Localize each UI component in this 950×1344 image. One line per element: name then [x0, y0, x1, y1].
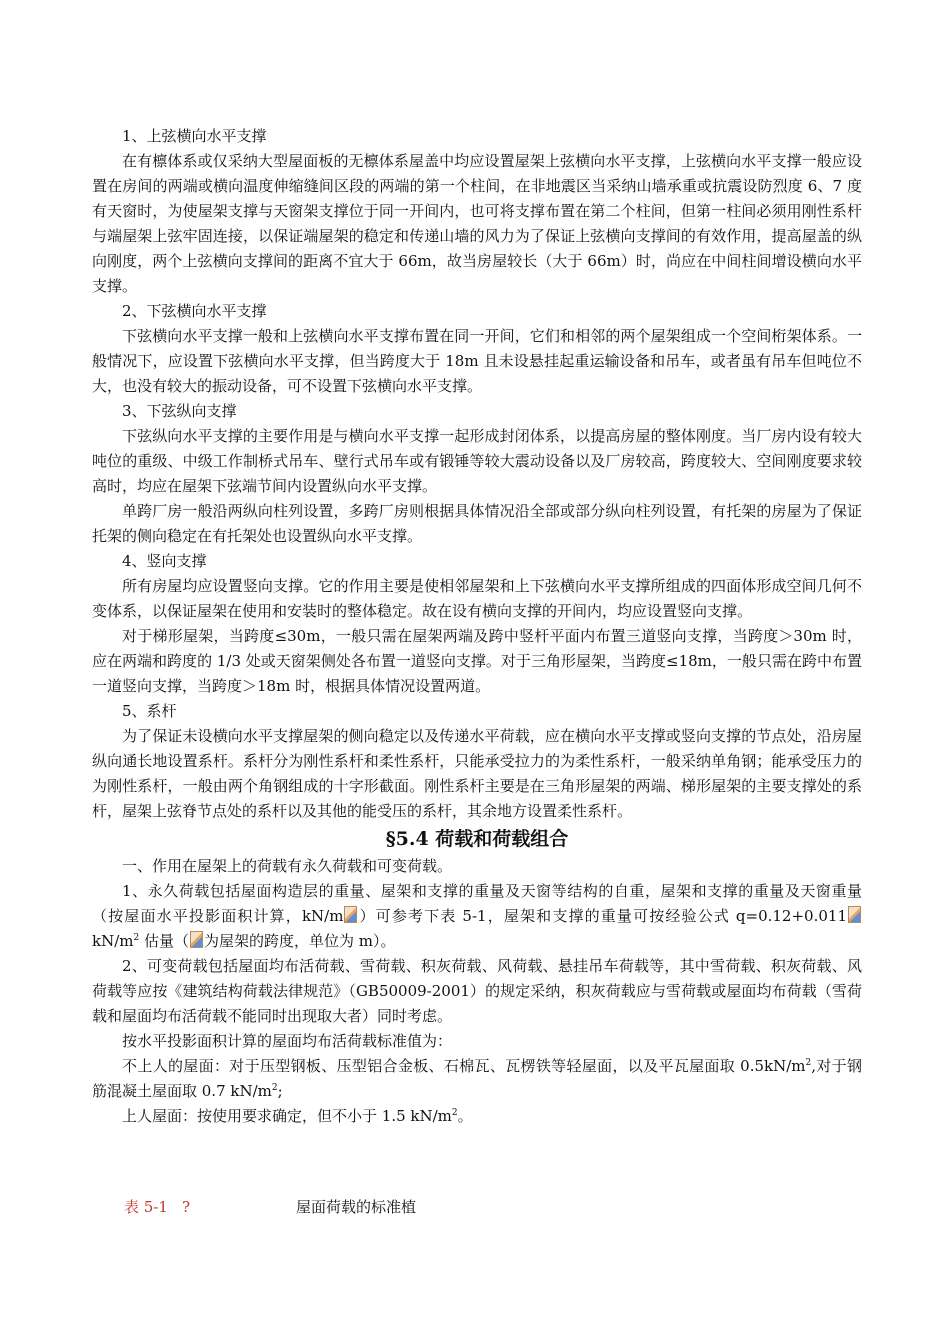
heading-5: 5、系杆 [122, 702, 177, 720]
table-number: 表 5-1 [124, 1198, 168, 1216]
paragraph: 下弦纵向水平支撑的主要作用是与横向水平支撑一起形成封闭体系，以提高房屋的整体刚度。当厂房内设有较大吨位的重级、中级工作制桥式吊车、壁行式吊车或有锻锤等较大震动设备以及厂房较高，跨度较大、空间刚度要求较高时，均应在屋架下弦端节间内设置纵向水平支撑。 [92, 427, 862, 495]
embedded-image-icon [848, 906, 861, 923]
section-intro: 一、作用在屋架上的荷载有永久荷载和可变荷载。 [122, 857, 453, 875]
non-accessible-roof-paragraph: 不上人的屋面：对于压型钢板、压型铝合金板、石棉瓦、瓦楞铁等轻屋面，以及平瓦屋面取 $0.5kN/m^2$,对于钢筋混凝土屋面取 0.7 $kN/m^2$; [92, 1057, 862, 1100]
heading-2: 2、下弦横向水平支撑 [122, 302, 267, 320]
section-title: §5.4 荷载和荷载组合 [385, 828, 569, 850]
embedded-image-icon [190, 931, 203, 948]
heading-1: 1、上弦横向水平支撑 [122, 127, 267, 145]
table-title: 屋面荷载的标准植 [296, 1198, 417, 1216]
embedded-image-icon [344, 906, 357, 923]
paragraph: 按水平投影面积计算的屋面均布活荷载标准值为： [122, 1032, 453, 1050]
document-body [92, 124, 862, 1129]
table-marker: ? [181, 1198, 190, 1216]
permanent-load-paragraph: 1、永久荷载包括屋面构造层的重量、屋架和支撑的重量及天窗等结构的自重，屋架和支撑的重量及天窗重量（按屋面水平投影面积计算，kN/m ）可参考下表 5-1，屋架和支撑的重量可按经验公式 $q=0.12+0.011kN/m^2$ 估量（ 为屋架的跨度，单位为 m）。 [92, 882, 862, 950]
heading-4: 4、竖向支撑 [122, 552, 207, 570]
paragraph: 下弦横向水平支撑一般和上弦横向水平支撑布置在同一开间，它们和相邻的两个屋架组成一个空间桁架体系。一般情况下，应设置下弦横向水平支撑，但当跨度大于 18m 且未设悬挂起重运输设备和吊车，或者虽有吊车但吨位不大，也没有较大的振动设备，可不设置下弦横向水平支撑。 [92, 327, 862, 395]
variable-load-paragraph: 2、可变荷载包括屋面均布活荷载、雪荷载、积灰荷载、风荷载、悬挂吊车荷载等，其中雪荷载、积灰荷载、风荷载等应按《建筑结构荷载法律规范》（GB50009-2001）的规定采纳，积灰荷载应与雪荷载或屋面均布荷载（雪荷载和屋面均布活荷载不能同时出现取大者）同时考虑。 [92, 957, 862, 1025]
accessible-roof-paragraph: 上人屋面：按使用要求确定，但不小于 1.5 $kN/m^2$。 [122, 1107, 473, 1125]
paragraph: 所有房屋均应设置竖向支撑。它的作用主要是使相邻屋架和上下弦横向水平支撑所组成的四面体形成空间几何不变体系，以保证屋架在使用和安装时的整体稳定。故在设有横向支撑的开间内，均应设置竖向支撑。 [92, 577, 862, 620]
paragraph: 在有檩体系或仅采纳大型屋面板的无檩体系屋盖中均应设置屋架上弦横向水平支撑，上弦横向水平支撑一般应设置在房间的两端或横向温度伸缩缝间区段的两端的第一个柱间，在非地震区当采纳山墙承重或抗震设防烈度 6、7 度有天窗时，为使屋架支撑与天窗架支撑位于同一开间内，也可将支撑布置在第二个柱间，但第一柱间必须用刚性系杆与端屋架上弦牢固连接，以保证端屋架的稳定和传递山墙的风力为了保证上弦横向支撑间的有效作用，提高屋盖的纵向刚度，两个上弦横向支撑间的距离不宜大于 66m，故当房屋较长（大于 66m）时，尚应在中间柱间增设横向水平支撑。 [92, 152, 862, 295]
paragraph: 为了保证未设横向水平支撑屋架的侧向稳定以及传递水平荷载，应在横向水平支撑或竖向支撑的节点处，沿房屋纵向通长地设置系杆。系杆分为刚性系杆和柔性系杆，只能承受拉力的为柔性系杆，一般采纳单角钢；能承受压力的为刚性系杆，一般由两个角钢组成的十字形截面。刚性系杆主要是在三角形屋架的两端、梯形屋架的主要支撑处的系杆，屋架上弦脊节点处的系杆以及其他的能受压的系杆，其余地方设置柔性系杆。 [92, 727, 862, 820]
paragraph: 单跨厂房一般沿两纵向柱列设置，多跨厂房则根据具体情况沿全部或部分纵向柱列设置，有托架的房屋为了保证托架的侧向稳定在有托架处也设置纵向水平支撑。 [92, 502, 862, 545]
heading-3: 3、下弦纵向支撑 [122, 402, 237, 420]
paragraph: 对于梯形屋架，当跨度≤30m，一般只需在屋架两端及跨中竖杆平面内布置三道竖向支撑，当跨度＞30m 时，应在两端和跨度的 1/3 处或天窗架侧处各布置一道竖向支撑。对于三角形屋架，当跨度≤18m，一般只需在跨中布置一道竖向支撑，当跨度＞18m 时，根据具体情况设置两道。 [92, 627, 862, 695]
table-caption [124, 1196, 417, 1217]
